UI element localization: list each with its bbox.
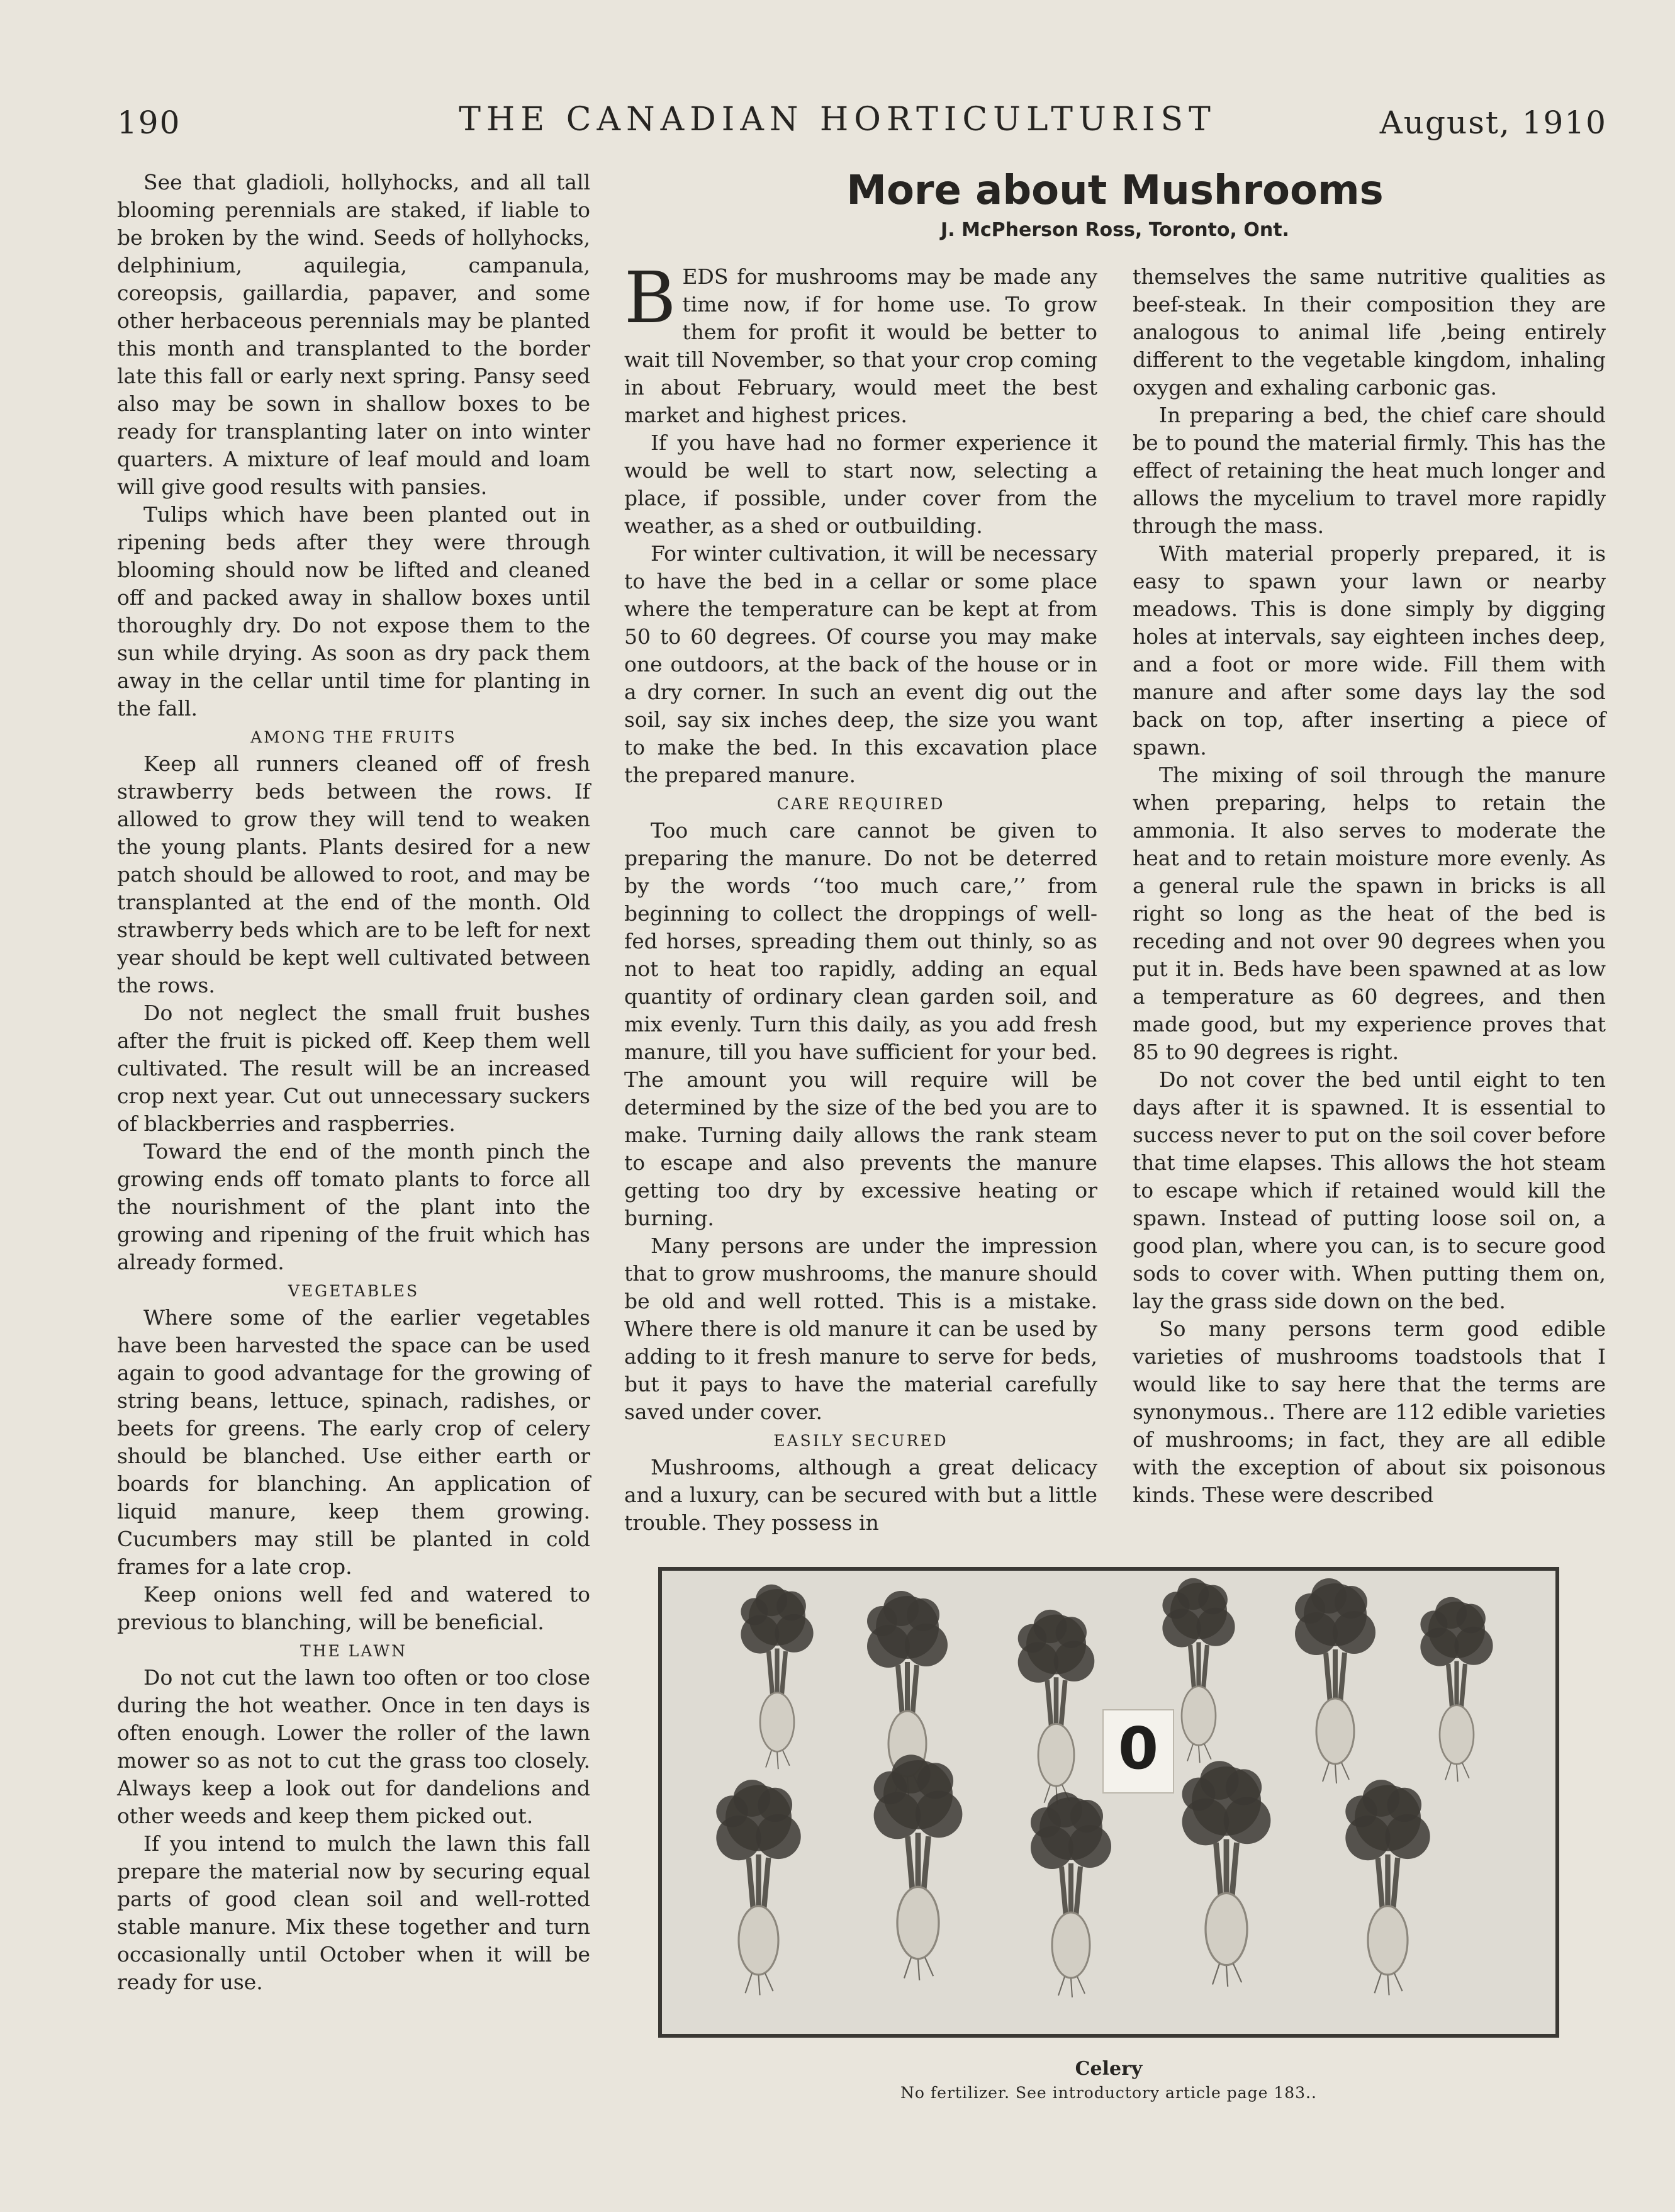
- drop-cap: B: [624, 257, 676, 339]
- paragraph: Where some of the earlier vegetables have been harvested the space can be used again to good advantage for the growing of string beans, lettuce, spinach, radishes, or beets for greens. The early crop of celery should be blanched. Use either earth or boards for blanching. An application of liquid manure, keep them growing. Cucumbers may still be planted in cold frames for a late crop.: [117, 1305, 590, 1579]
- article-byline: J. McPherson Ross, Toronto, Ont.: [941, 219, 1289, 241]
- paragraph: Keep all runners cleaned off of fresh strawberry beds between the rows. If allowed to grow they will tend to weaken the young plants. Plants desired for a new patch should be allowed to root, and may be transplanted at the end of the month. Old strawberry beds which are to be left for next year should be kept well cultivated between the rows.: [117, 751, 590, 997]
- celery-plant-drawing: [1342, 1778, 1434, 1997]
- celery-plant-drawing: [1417, 1596, 1496, 1783]
- paragraph-text: EDS for mushrooms may be made any time now, if for home use. To grow them for profit it would be better to wait till November, so that your crop coming in about February, would meet the best market and highest prices.: [624, 264, 1097, 427]
- paragraph: The mixing of soil through the manure when preparing, helps to retain the ammonia. It also serves to moderate the heat and to retain moisture more evenly. As a general rule the spawn in bricks is all right so long as the heat of the bed is receding and not over 90 degrees when you put it in. Beds have been spawned at as low a temperature as 60 degrees, and then made good, but my experience proves that 85 to 90 degrees is right.: [1133, 763, 1606, 1064]
- paragraph: With material properly prepared, it is easy to spawn your lawn or nearby meadows. This is done simply by digging holes at intervals, say eighteen inches deep, and a foot or more wide. Fill them with manure and after some days lay the sod back on top, after inserting a piece of spawn.: [1133, 541, 1606, 760]
- paragraph: Many persons are under the impression that to grow mushrooms, the manure should be old and well rotted. This is a mistake. Where there is old manure it can be used by adding to it fresh manure to serve for beds, but it pays to have the material carefully saved under cover.: [624, 1233, 1097, 1424]
- paragraph: If you have had no former experience it would be well to start now, selecting a place, if possible, under cover from the weather, as a shed or outbuilding.: [624, 430, 1097, 538]
- paragraph: So many persons term good edible varieties of mushrooms toadstools that I would like to say here that the terms are synonymous.. There are 112 edible varieties of mushrooms; in fact, they are all edible with the exception of about six poisonous kinds. These were described: [1133, 1317, 1606, 1507]
- paragraph: Toward the end of the month pinch the growing ends off tomato plants to force all the nourishment of the plant into the growing and ripening of the fruit which has already formed.: [117, 1139, 590, 1274]
- celery-plant-drawing: [712, 1778, 805, 1997]
- section-heading: AMONG THE FRUITS: [250, 728, 457, 746]
- plot-number-label: 0: [1118, 1715, 1158, 1782]
- celery-plant: [1178, 1760, 1275, 1990]
- article-title: More about Mushrooms: [846, 167, 1384, 214]
- paragraph: If you intend to mulch the lawn this fall prepare the material now by securing equal parts of good clean soil and well-rotted stable manure. Mix these together and turn occasionally until October when it will be ready for use.: [117, 1831, 590, 1994]
- issue-date: August, 1910: [1379, 104, 1607, 141]
- running-head: [0, 101, 1675, 151]
- celery-plant-drawing: [1027, 1791, 1115, 1999]
- celery-plant-drawing: [1014, 1608, 1098, 1806]
- section-heading: VEGETABLES: [288, 1282, 420, 1300]
- celery-plant: [1417, 1596, 1496, 1785]
- celery-plant-drawing: [1291, 1577, 1379, 1785]
- section-heading: EASILY SECURED: [773, 1432, 948, 1450]
- paragraph: In preparing a bed, the chief care should be to pound the material firmly. This has the effect of retaining the heat much longer and allows the mycelium to travel more rapidly through the mass.: [1133, 403, 1606, 538]
- paragraph: Do not neglect the small fruit bushes after the fruit is picked off. Keep them well cultivated. The result will be an increased crop next year. Cut out unnecessary suckers of blackberries and raspberries.: [117, 1001, 590, 1136]
- paragraph: Mushrooms, although a great delicacy and a luxury, can be secured with but a little trouble. They possess in: [624, 1455, 1097, 1535]
- celery-plant: [1014, 1608, 1098, 1808]
- paragraph: Do not cut the lawn too often or too close during the hot weather. Once in ten days is often enough. Lower the roller of the lawn mower so as not to cut the grass too closely. Always keep a look out for dandelions and other weeds and keep them picked out.: [117, 1665, 590, 1828]
- paragraph: Too much care cannot be given to preparing the manure. Do not be deterred by the words ‘‘too much care,’’ from beginning to collect the droppings of well-fed horses, spreading them out thinly, so as not to heat too rapidly, adding an equal quantity of ordinary clean garden soil, and mix evenly. Turn this daily, as you add fresh manure, till you have sufficient for your bed. The amount you will require will be determined by the size of the bed you are to make. Turning daily allows the rank steam to escape and also prevents the manure getting too dry by excessive heating or burning.: [624, 818, 1097, 1230]
- celery-plant-drawing: [1178, 1760, 1275, 1988]
- paragraph: For winter cultivation, it will be necessary to have the bed in a cellar or some place where the temperature can be kept at from 50 to 60 degrees. Of course you may make one outdoors, at the back of the house or in a dry corner. In such an event dig out the soil, say six inches deep, the size you want to make the bed. In this excavation place the prepared manure.: [624, 541, 1097, 787]
- celery-plant-drawing: [870, 1753, 966, 1982]
- celery-plant: [870, 1753, 966, 1984]
- celery-plant-drawing: [1159, 1577, 1238, 1764]
- paragraph: [624, 257, 1097, 429]
- paragraph: Keep onions well fed and watered to previous to blanching, will be beneficial.: [117, 1582, 590, 1634]
- celery-plant: [1291, 1577, 1379, 1787]
- paragraph: Tulips which have been planted out in ripening beds after they were through blooming should now be lifted and cleaned off and packed away in shallow boxes until thoroughly dry. Do not expose them to the sun while drying. As soon as dry pack them away in the cellar until time for planting in the fall.: [117, 502, 590, 721]
- section-heading: CARE REQUIRED: [776, 795, 945, 813]
- celery-plant: [1159, 1577, 1238, 1766]
- journal-title: THE CANADIAN HORTICULTURIST: [459, 101, 1216, 138]
- article-column-1: [624, 257, 1097, 1537]
- left-column: [117, 169, 590, 1996]
- paragraph: See that gladioli, hollyhocks, and all tall blooming perennials are staked, if liable to be broken by the wind. Seeds of hollyhocks, delphinium, aquilegia, campanula, coreopsis, gaillardia, papaver, and some other herbaceous perennials may be planted this month and transplanted to the border late this fall or early next spring. Pansy seed also may be sown in shallow boxes to be ready for transplanting later on into winter quarters. A mixture of leaf mould and loam will give good results with pansies.: [117, 170, 590, 499]
- paragraph: Do not cover the bed until eight to ten days after it is spawned. It is essential to success never to put on the soil cover before that time elapses. This allows the hot steam to escape which if retained would kill the spawn. Instead of putting loose soil on, a good plan, where you can, is to secure good sods to cover with. When putting them on, lay the grass side down on the bed.: [1133, 1067, 1606, 1313]
- page-number: 190: [117, 104, 181, 141]
- article-header: [624, 165, 1606, 241]
- celery-photograph: [658, 1567, 1559, 2038]
- caption-title: Celery: [1075, 2058, 1143, 2080]
- celery-plant: [737, 1583, 817, 1773]
- figure-caption: [658, 2058, 1559, 2102]
- celery-plant: [1342, 1778, 1434, 1999]
- celery-plant-drawing: [737, 1583, 817, 1770]
- caption-note: No fertilizer. See introductory article page 183..: [900, 2084, 1317, 2102]
- section-heading: THE LAWN: [300, 1642, 407, 1660]
- celery-plant: [1027, 1791, 1115, 2001]
- celery-plant: [712, 1778, 805, 1999]
- article-column-2: [1133, 263, 1606, 1509]
- paragraph: themselves the same nutritive qualities as beef-steak. In their composition they are analogous to animal life ,being entirely different to the vegetable kingdom, inhaling oxygen and exhaling carbonic gas.: [1133, 264, 1606, 400]
